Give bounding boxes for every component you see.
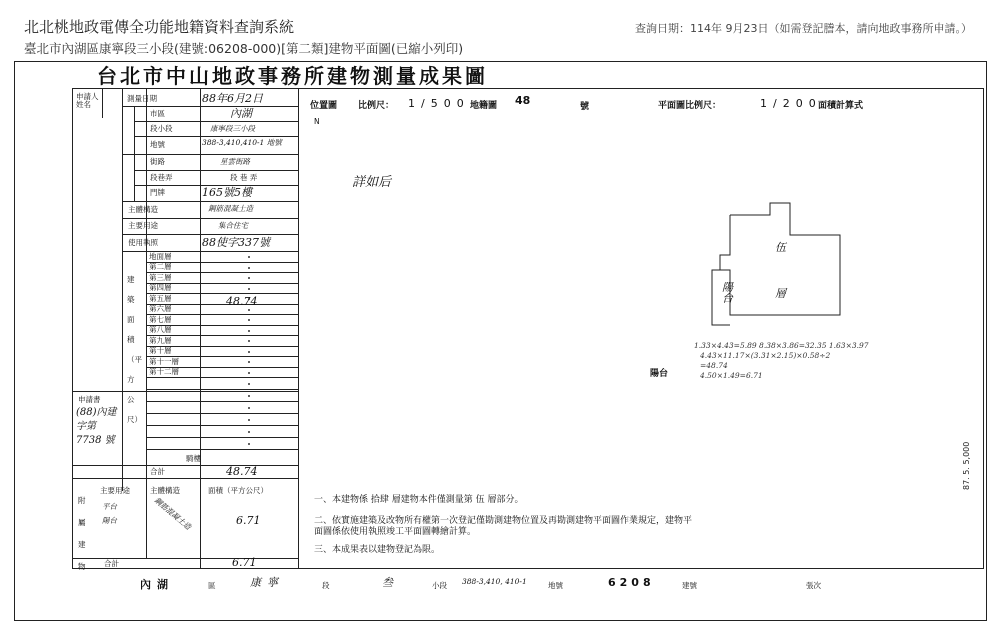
city-district-label: 市區 <box>150 109 165 118</box>
sheet-suffix: 號 <box>580 102 590 112</box>
calc-line-2: 4.43×11.17×(3.31×2.15)×0.58÷2 <box>700 351 831 360</box>
form-row <box>72 391 298 392</box>
floor-area-dot <box>248 288 250 290</box>
main-use-label: 主要用途 <box>128 221 158 230</box>
floor-row-line <box>146 437 298 438</box>
floor-label-10: 第十層 <box>149 346 172 355</box>
form-col-1 <box>102 88 103 118</box>
license-label: 使用執照 <box>128 238 158 247</box>
door-no: 165號5樓 <box>202 186 252 199</box>
section: 康寧段三小段 <box>210 124 255 133</box>
form-row <box>122 106 298 107</box>
form-row <box>122 201 298 202</box>
survey-date-label: 測量日期 <box>127 94 157 103</box>
document-title: 台北市中山地政事務所建物測量成果圖 <box>97 64 488 88</box>
floor-area-dot <box>248 319 250 321</box>
floor-label-7: 第七層 <box>149 314 172 324</box>
floor-area-dot <box>248 431 250 433</box>
street: 星雲街路 <box>220 157 250 166</box>
note-3: 三、本成果表以建物登記為限。 <box>314 545 441 555</box>
north-arrow: N <box>314 117 320 126</box>
form-col-2 <box>122 88 123 491</box>
calc-line-1: 1.33×4.43=5.89 8.38×3.86=32.35 1.63×3.97 <box>694 341 869 350</box>
floor-area-dot <box>248 372 250 374</box>
annex-struct: 鋼筋混凝土造 <box>152 495 193 532</box>
annex-use-2: 陽台 <box>102 516 117 525</box>
floor-label-1: 地面層 <box>149 251 172 261</box>
annex-label: 附屬建物 <box>78 496 86 571</box>
plan-room-label: 層 <box>775 287 786 300</box>
door-label: 門牌 <box>150 188 165 197</box>
annex-total: 6.71 <box>232 556 257 569</box>
annex-area-label: 面積（平方公尺） <box>208 486 268 495</box>
floor-label-12: 第十二層 <box>149 367 179 376</box>
floor-area-dot <box>248 340 250 342</box>
form-row <box>122 234 298 235</box>
footer-build-label: 建號 <box>682 581 697 590</box>
floor-area-dot <box>248 267 250 269</box>
form-col-4 <box>200 88 201 569</box>
side-text: 87. 5. 5,000 <box>962 441 971 490</box>
form-row <box>134 121 298 122</box>
floor-area-dot <box>248 419 250 421</box>
main-structure: 鋼筋混凝土造 <box>208 204 253 213</box>
total-label: 合計 <box>150 467 165 476</box>
floor-area-dot <box>248 383 250 385</box>
footer-district: 內湖 <box>140 578 174 591</box>
annex-use: 平台 <box>102 502 117 511</box>
form-row <box>122 154 298 155</box>
footer-district-label: 區 <box>208 581 216 590</box>
floor-area-dot <box>248 361 250 363</box>
annex-area: 6.71 <box>236 514 261 527</box>
floor-area-dot <box>248 256 250 258</box>
form-row <box>134 136 298 137</box>
annex-struct-label: 主體構造 <box>150 486 180 495</box>
footer-subsection: 叁 <box>382 576 393 589</box>
query-date: 查詢日期：114年 9月23日（如需登記謄本，請向地政事務所申請。） <box>635 22 972 35</box>
floor-label-11: 第十一層 <box>149 356 179 366</box>
form-row <box>72 465 298 466</box>
roof-label: 騎樓 <box>186 454 201 463</box>
floor-row-line <box>146 401 298 402</box>
plan-scale: 1/200 <box>760 97 822 110</box>
footer-subsection-label: 小段 <box>432 581 447 590</box>
footer-section: 康寧 <box>250 576 284 589</box>
floor-label-4: 第四層 <box>149 283 172 292</box>
note-1: 一、本建物係 拾肆 層建物本件僅測量第 伍 層部分。 <box>314 495 524 505</box>
land-no: 388-3,410,410-1 地號 <box>202 138 282 147</box>
main-use: 集合住宅 <box>218 221 248 230</box>
floor-label-6: 第六層 <box>149 304 172 313</box>
floor-area-dot <box>248 395 250 397</box>
fifth-floor-area: 48.74 <box>226 295 258 308</box>
detail-note: 詳如后 <box>352 175 392 190</box>
footer-land-label: 地號 <box>548 581 563 590</box>
plan-floor-label: 伍 <box>775 241 786 254</box>
form-row <box>122 218 298 219</box>
floor-area-dot <box>248 277 250 279</box>
floor-label-9: 第九層 <box>149 335 172 345</box>
form-col-3 <box>146 88 147 558</box>
floor-area-dot <box>248 351 250 353</box>
footer-section-label: 段 <box>322 581 330 590</box>
form-divider-main <box>298 88 299 569</box>
floor-label-5: 第五層 <box>149 293 172 303</box>
floor-row-line <box>146 449 298 450</box>
license-no: 88使字337號 <box>202 236 270 249</box>
floor-area-dot <box>248 309 250 311</box>
form-row <box>134 170 298 171</box>
footer-sheet-label: 張次 <box>806 581 821 590</box>
footer-build-no: 6208 <box>608 576 655 589</box>
floor-row-line <box>146 413 298 414</box>
alley: 段 巷 弄 <box>230 173 258 182</box>
floor-area-dot <box>248 443 250 445</box>
total-area: 48.74 <box>226 465 258 478</box>
footer-land: 388-3,410, 410-1 <box>462 577 527 586</box>
apply-no: (88)內建字第 7738 號 <box>76 407 117 446</box>
area-calc-label: 面積計算式 <box>818 101 864 111</box>
land-no-label: 地號 <box>150 140 165 149</box>
sheet-no: 48 <box>515 94 531 107</box>
land-map-label: 地籍圖 <box>470 101 498 111</box>
district: 內湖 <box>230 107 252 120</box>
note-2: 二、依實施建築及改物所有權第一次登記僅勘測建物位置及再勘測建物平面圖作業規定，建物平面圖係依使用執照竣工平面圖轉繪計算。 <box>314 516 693 537</box>
location-map-label: 位置圖 <box>310 101 338 111</box>
floor-label-2: 第二層 <box>149 262 172 271</box>
floor-area-dot <box>248 330 250 332</box>
floor-area-dot <box>248 407 250 409</box>
floor-label-8: 第八層 <box>149 325 172 334</box>
floor-row-line <box>146 389 298 390</box>
calc-line-3: =48.74 <box>700 361 728 370</box>
balcony-calc: 4.50×1.49=6.71 <box>700 371 763 380</box>
location-scale-label: 比例尺： <box>358 101 395 111</box>
annex-use-label: 主要用途 <box>100 486 130 495</box>
main-structure-label: 主體構造 <box>128 205 158 214</box>
floor-row-line <box>146 425 298 426</box>
page-subtitle: 臺北市內湖區康寧段三小段(建號:06208-000)[第二類]建物平面圖(已縮小列印) <box>24 41 464 56</box>
plan-balcony-label: 陽台 <box>722 281 733 305</box>
form-row <box>72 478 298 479</box>
building-area-group-label: 建築面積（平方公尺） <box>127 275 142 424</box>
floor-row-line <box>146 377 298 378</box>
floor-label-3: 第三層 <box>149 272 172 282</box>
survey-date: 88年6月2日 <box>202 92 263 105</box>
system-title: 北北桃地政電傳全功能地籍資料查詢系統 <box>24 18 295 36</box>
street-label: 街路 <box>150 157 165 166</box>
applicant-label: 申請人姓名 <box>76 92 99 109</box>
annex-total-label: 合計 <box>104 559 119 568</box>
section-label: 段小段 <box>150 124 173 133</box>
balcony-label: 陽台 <box>650 369 669 379</box>
plan-scale-label: 平面圖比例尺： <box>658 101 722 111</box>
alley-label: 段巷弄 <box>150 173 173 182</box>
apply-no-label: 申請書 <box>78 395 101 404</box>
location-scale: 1/500 <box>408 97 470 110</box>
